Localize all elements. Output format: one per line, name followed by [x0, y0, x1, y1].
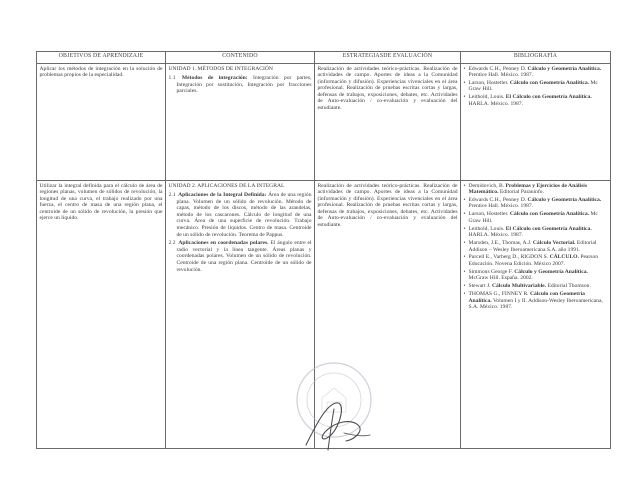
contenido-cell	[166, 64, 315, 181]
table-row	[37, 181, 611, 449]
bib-publisher: Mc Graw Hill.	[468, 79, 598, 93]
bib-author: Purcell E., Varberg D., RIGDON S.	[468, 254, 550, 261]
header-objetivos: OBJETIVOS DE APRENDIZAJE	[37, 52, 166, 64]
bibliography-item	[464, 66, 608, 79]
bib-author: Leithold, Louis.	[468, 225, 506, 232]
bib-author: Demidovich, B.	[468, 182, 506, 189]
bibliography-item	[464, 197, 608, 210]
bib-author: Edwards C.H., Penney D.	[468, 196, 528, 203]
subtopic-text: Integración por partes, Integración por sustitución, Integración por fracciones parciales.	[176, 75, 312, 95]
subtopic-heading: Métodos de integración:	[181, 75, 248, 82]
bib-title: Cálculo Multivariable.	[491, 283, 547, 290]
subtopic-text: El ángulo entre el radio vectorial y la línea tangente. Áreas planas y coordenadas polares. Volumen de un sólido de revolución. Centroide de una región plana. Centroide de un sólido de revolución.	[176, 240, 312, 273]
bibliography-item	[464, 291, 608, 311]
bibliography-item	[464, 226, 608, 239]
header-bibliografia: BIBLIOGRAFÍA	[461, 52, 611, 64]
table-header-row	[37, 52, 611, 64]
unit-title: UNIDAD 2. APLICACIONES DE LA INTEGRAL	[168, 182, 285, 189]
bib-title: Cálculo con Geometría Analítica.	[509, 79, 590, 86]
estrategias-cell: Realización de actividades teórico-prácticas. Realización de actividades de campo. Aportes de ideas a la Comunidad (información y difusión). Experiencias vivenciales en el área profesional. Realización de pruebas escritas cortas y largas, defensas de trabajos, exposiciones, debates, etc. Actividades de Auto-evaluación / co-evaluación y evaluación del estudiante.	[315, 181, 461, 449]
bib-publisher: HARLA. México. 1987.	[468, 232, 524, 239]
bib-title: Cálculo y Geometría Analítica.	[514, 268, 588, 275]
objetivo-cell: Aplicar los métodos de integración en la solución de problemas propios de la especialidad.	[37, 64, 166, 181]
subtopic-heading: Aplicaciones de la Integral Definida:	[178, 192, 267, 199]
document-page	[36, 51, 610, 443]
contenido-cell	[166, 181, 315, 449]
syllabus-table	[36, 51, 611, 449]
bibliography-item	[464, 283, 608, 290]
subtopic-number: 2.1	[168, 192, 176, 199]
bib-publisher: Prentice Hall. México. 1987.	[468, 72, 534, 79]
bib-publisher: Pearson Educación. Novena Edición. México 2007.	[468, 254, 599, 267]
table-row	[37, 64, 611, 181]
bib-author: Marsden, J.E., Thomas, A.J.	[468, 240, 533, 246]
bibliography-item	[464, 254, 608, 267]
bibliography-item	[464, 80, 608, 93]
bibliography-item	[464, 94, 608, 107]
bib-author: Larson, Hostetler.	[468, 79, 510, 86]
bib-author: Larson, Hostetler.	[468, 211, 510, 218]
bib-title: CÁLCULO.	[549, 254, 579, 261]
bib-author: THOMAS G., FINNEY R.	[468, 290, 530, 297]
bibliography-list	[464, 66, 608, 108]
header-estrategias: ESTRATEGIASDE EVALUACIÓN	[315, 52, 461, 64]
subtopic-heading: Aplicaciones en coordenadas polares.	[178, 240, 269, 247]
bib-publisher: Volumen I y II. Addison-Wesley Iberoamericana, S.A. México. 1987.	[468, 297, 603, 311]
estrategias-cell: Realización de actividades teórico-prácticas. Realización de actividades de campo. Aportes de ideas a la Comunidad (información y difusión). Experiencias vivenciales en el área profesional. Realización de pruebas escritas cortas y largas, defensas de trabajos, exposiciones, debates, etc. Actividades de Auto-evaluación / co-evaluación y evaluación del estudiante.	[315, 64, 461, 181]
bib-title: Cálculo y Geometría Analítica.	[527, 196, 602, 203]
bib-title: Cálculo y Geometría Analítica.	[527, 65, 602, 72]
bib-author: Simmons George F.	[468, 268, 515, 275]
bibliography-item	[464, 269, 608, 282]
bib-title: Cálculo con Geometría Analítica.	[468, 290, 585, 304]
bibliography-list	[464, 183, 608, 311]
subtopic	[168, 240, 312, 273]
bib-publisher: Prentice Hall. México. 1987.	[468, 203, 534, 210]
bib-author: Edwards C.H., Penney D.	[468, 65, 528, 72]
bib-publisher: Editorial Thomson.	[546, 283, 591, 290]
subtopic	[168, 75, 312, 95]
bib-publisher: Editorial Paraninfo.	[498, 189, 544, 196]
unit-title: UNIDAD 1. MÉTODOS DE INTEGRACIÓN	[168, 65, 273, 72]
subtopic-number: 2.2	[168, 240, 176, 247]
subtopic-number: 1.1	[168, 75, 176, 82]
bibliography-item	[464, 183, 608, 196]
objetivo-cell: Utilizar la integral definida para el cálculo de área de regiones planas, volumen de sólidos de revolución, la longitud de una curva, el trabajo realizado por una fuerza, el centro de masa de una región plana, el centroide de un sólido de revolución, la presión que ejerce un líquido.	[37, 181, 166, 449]
subtopic-text: Área de una región plana. Volumen de un sólido de revolución. Método de capas, método de los discos, método de las arandelas, método de los cascarones. Cálculo de longitud de una curva. Área de una superficie de revolución. Trabajo mecánico. Presión de líquidos. Centro de masa. Centroide de un sólido de revolución. Teorema de Pappus.	[176, 192, 312, 238]
bib-publisher: Mc Graw Hill.	[468, 211, 598, 224]
header-contenido: CONTENIDO	[166, 52, 315, 64]
bibliografia-cell	[461, 181, 611, 449]
bibliografia-cell	[461, 64, 611, 181]
bib-author: Leithold, Louis.	[468, 94, 506, 101]
bib-title: Cálculo con Geometría Analítica.	[509, 211, 590, 218]
bib-publisher: Editorial Addison – Wesley Iberoamericana S.A. año 1991.	[468, 240, 597, 253]
bib-title: Problemas y Ejercicios de Análisis Matemático.	[468, 182, 588, 196]
bib-publisher: HARLA. México. 1987.	[468, 100, 524, 107]
subtopic	[168, 192, 312, 238]
bib-publisher: McGraw Hill. España. 2002.	[468, 275, 533, 282]
bib-title: El Cálculo con Geometría Analítica.	[505, 225, 592, 232]
bib-author: Stewart J.	[468, 283, 492, 290]
bib-title: El Cálculo con Geometría Analítica.	[505, 94, 592, 101]
bib-title: Cálculo Vectorial.	[532, 240, 576, 246]
bibliography-item	[464, 240, 608, 253]
bibliography-item	[464, 211, 608, 224]
